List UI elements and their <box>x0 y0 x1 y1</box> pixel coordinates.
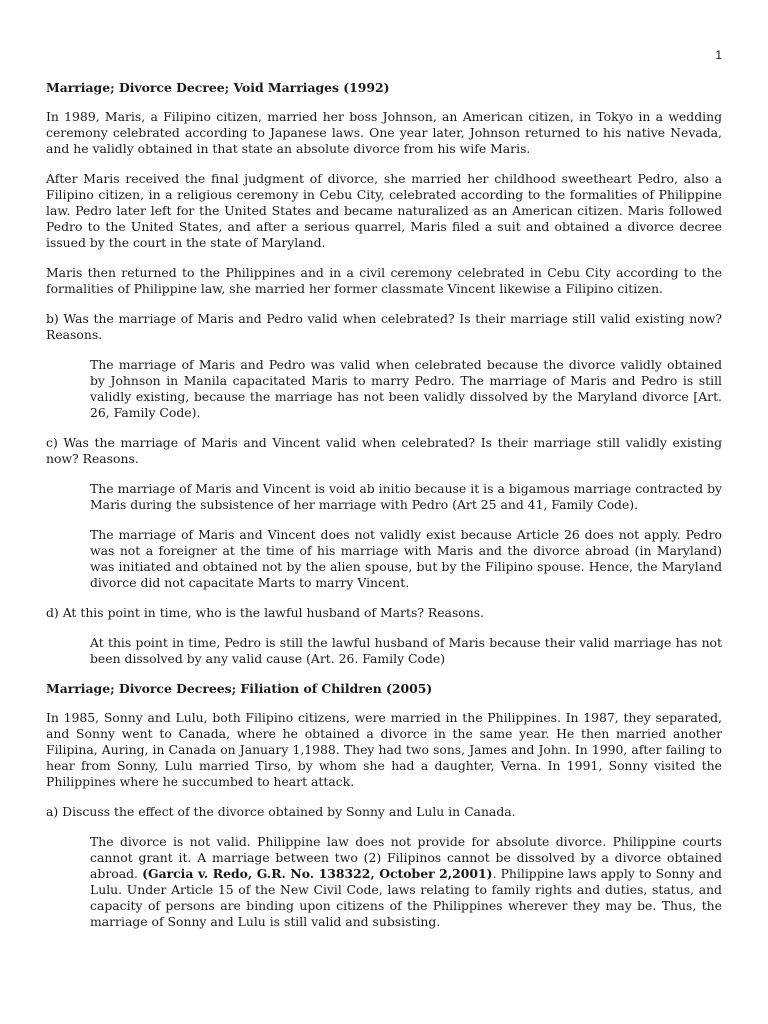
answer-d: At this point in time, Pedro is still the lawful husband of Maris because their valid marriage has not been dissolved by any valid cause (Art. 26. Family Code) <box>90 635 722 666</box>
document-body <box>46 80 722 944</box>
question-d: d) At this point in time, who is the lawful husband of Marts? Reasons. <box>46 605 485 620</box>
case-citation: (Garcia v. Redo, G.R. No. 138322, October 2,2001) <box>142 866 493 881</box>
answer-a <box>90 834 722 930</box>
question-b: b) Was the marriage of Maris and Pedro valid when celebrated? Is their marriage still valid existing now? Reasons. <box>46 311 722 342</box>
section-heading-2005: Marriage; Divorce Decrees; Filiation of Children (2005) <box>46 681 433 696</box>
answer-c-1: The marriage of Maris and Vincent is void ab initio because it is a bigamous marriage contracted by Maris during the subsistence of her marriage with Pedro (Art 25 and 41, Family Code). <box>90 481 722 512</box>
page-number: 1 <box>715 48 722 62</box>
question-a: a) Discuss the effect of the divorce obtained by Sonny and Lulu in Canada. <box>46 804 516 819</box>
section-heading-1992: Marriage; Divorce Decree; Void Marriages (1992) <box>46 80 390 95</box>
paragraph: In 1989, Maris, a Filipino citizen, married her boss Johnson, an American citizen, in Tokyo in a wedding ceremony celebrated according to Japanese laws. One year later, Johnson returned to his native Nevada, and he validly obtained in that state an absolute divorce from his wife Maris. <box>46 109 722 156</box>
paragraph: In 1985, Sonny and Lulu, both Filipino citizens, were married in the Philippines. In 1987, they separated, and Sonny went to Canada, where he obtained a divorce in the same year. He then married another Filipina, Auring, in Canada on January 1,1988. They had two sons, James and John. In 1990, after failing to hear from Sonny, Lulu married Tirso, by whom she had a daughter, Verna. In 1991, Sonny visited the Philippines where he succumbed to heart attack. <box>46 710 722 789</box>
answer-b: The marriage of Maris and Pedro was valid when celebrated because the divorce validly obtained by Johnson in Manila capacitated Maris to marry Pedro. The marriage of Maris and Pedro is still validly existing, because the marriage has not been validly dissolved by the Maryland divorce [Art. 26, Family Code). <box>90 357 722 420</box>
paragraph: After Maris received the final judgment of divorce, she married her childhood sweetheart Pedro, also a Filipino citizen, in a religious ceremony in Cebu City, celebrated according to the formalities of Philippine law. Pedro later left for the United States and became naturalized as an American citizen. Maris followed Pedro to the United States, and after a serious quarrel, Maris filed a suit and obtained a divorce decree issued by the court in the state of Maryland. <box>46 171 722 250</box>
paragraph: Maris then returned to the Philippines and in a civil ceremony celebrated in Cebu City according to the formalities of Philippine law, she married her former classmate Vincent likewise a Filipino citizen. <box>46 265 722 296</box>
answer-a-text-2: . Philippine laws apply to Sonny and Lulu. Under Article 15 of the New Civil Code, laws relating to family rights and duties, status, and capacity of persons are binding upon citizens of the Philippines wherever they may be. Thus, the marriage of Sonny and Lulu is still valid and subsisting. <box>90 866 722 929</box>
answer-a-text-1: The divorce is not valid. Philippine law does not provide for absolute divorce. Philippine courts cannot grant it. A marriage between two (2) Filipinos cannot be dissolved by a divorce obtained abroad. <box>90 834 722 881</box>
answer-c-2: The marriage of Maris and Vincent does not validly exist because Article 26 does not apply. Pedro was not a foreigner at the time of his marriage with Maris and the divorce abroad (in Maryland) was initiated and obtained not by the alien spouse, but by the Filipino spouse. Hence, the Maryland divorce did not capacitate Marts to marry Vincent. <box>90 527 722 590</box>
question-c: c) Was the marriage of Maris and Vincent valid when celebrated? Is their marriage still validly existing now? Reasons. <box>46 435 722 466</box>
